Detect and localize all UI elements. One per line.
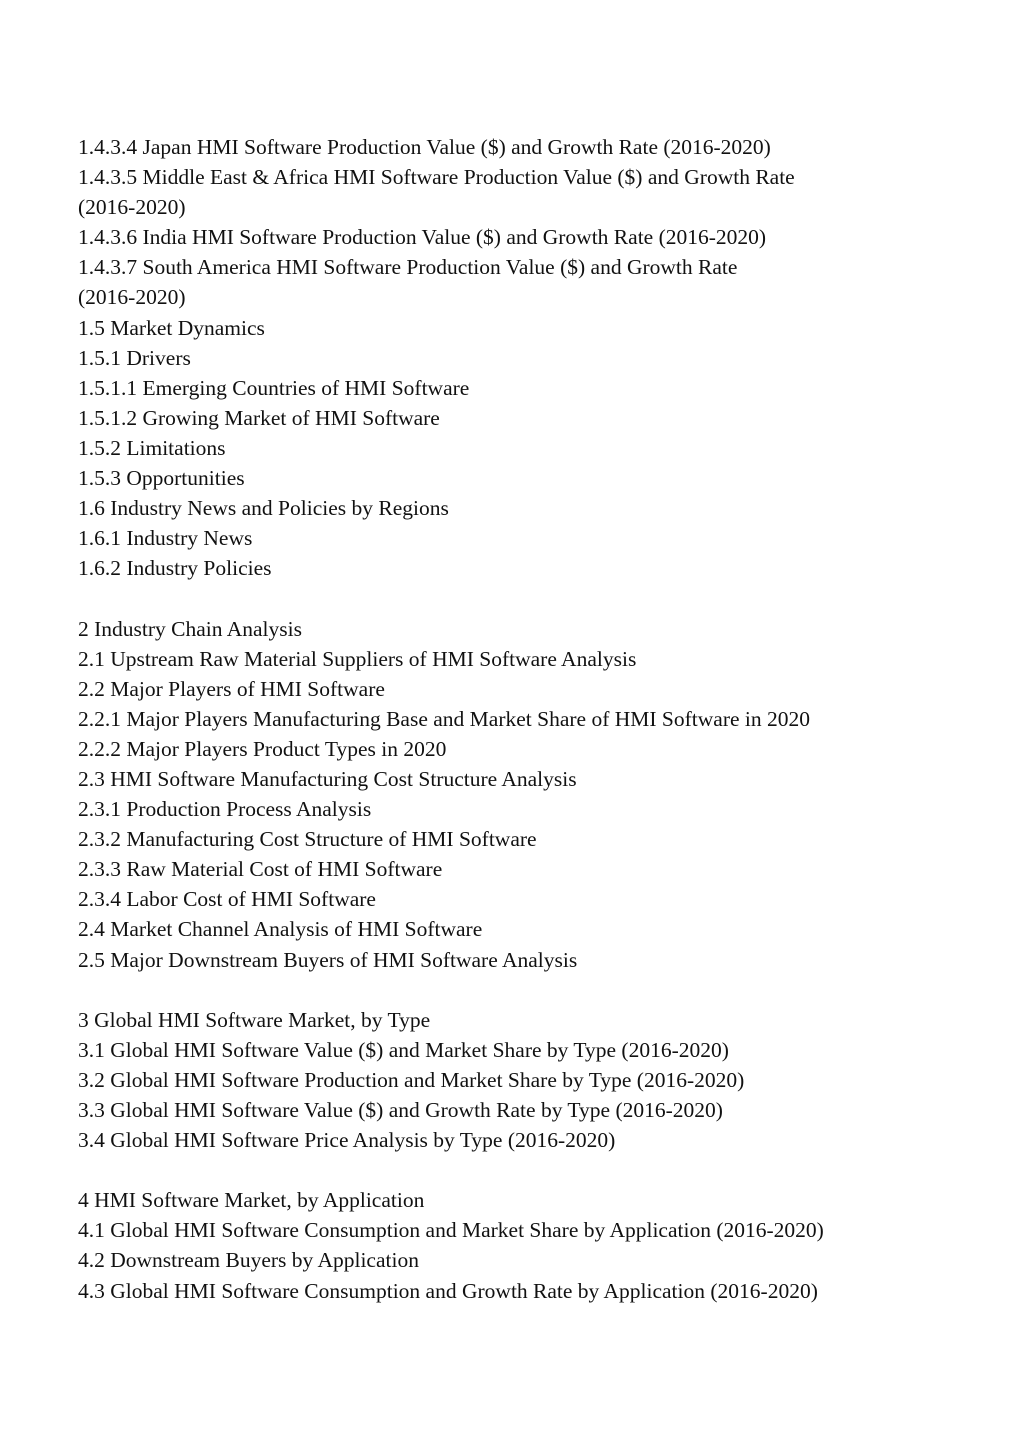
section-spacer xyxy=(78,583,938,613)
toc-section-3 xyxy=(78,1005,938,1155)
toc-line: 3.2 Global HMI Software Production and Market Share by Type (2016-2020) xyxy=(78,1067,745,1092)
toc-line: 3.3 Global HMI Software Value ($) and Growth Rate by Type (2016-2020) xyxy=(78,1098,723,1122)
toc-section-4 xyxy=(78,1185,938,1305)
toc-line: 1.5.1 Drivers xyxy=(78,345,191,370)
toc-line: 1.4.3.6 India HMI Software Production Value ($) and Growth Rate (2016-2020) xyxy=(78,225,767,250)
toc-line: 1.6.1 Industry News xyxy=(78,526,253,551)
toc-line: 2.3.2 Manufacturing Cost Structure of HMI Software xyxy=(78,827,537,852)
toc-line: 3.1 Global HMI Software Value ($) and Market Share by Type (2016-2020) xyxy=(78,1037,729,1062)
toc-line: 1.4.3.4 Japan HMI Software Production Value ($) and Growth Rate (2016-2020) xyxy=(78,135,771,159)
toc-line: 1.5.2 Limitations xyxy=(78,435,226,460)
toc-line: 4.2 Downstream Buyers by Application xyxy=(78,1248,419,1273)
toc-line: 1.4.3.7 South America HMI Software Production Value ($) and Growth Rate xyxy=(78,255,738,280)
toc-line: 1.5.3 Opportunities xyxy=(78,466,245,491)
toc-line: 1.5.1.1 Emerging Countries of HMI Software xyxy=(78,375,470,400)
toc-line: 2.2.1 Major Players Manufacturing Base and Market Share of HMI Software in 2020 xyxy=(78,706,811,731)
toc-line: 2.3 HMI Software Manufacturing Cost Structure Analysis xyxy=(78,766,577,791)
toc-line: 1.4.3.5 Middle East & Africa HMI Software Production Value ($) and Growth Rate xyxy=(78,165,795,190)
toc-line: 1.6.2 Industry Policies xyxy=(78,556,272,581)
toc-line: 2.1 Upstream Raw Material Suppliers of HMI Software Analysis xyxy=(78,646,637,671)
toc-line: 2.3.3 Raw Material Cost of HMI Software xyxy=(78,857,443,882)
toc-line: 2.5 Major Downstream Buyers of HMI Software Analysis xyxy=(78,947,578,972)
toc-line: 2.4 Market Channel Analysis of HMI Software xyxy=(78,917,483,942)
toc-heading: 2 Industry Chain Analysis xyxy=(78,616,302,641)
toc-line: 2.3.1 Production Process Analysis xyxy=(78,797,372,822)
toc-line: (2016-2020) xyxy=(78,195,186,220)
toc-line: 1.6 Industry News and Policies by Regions xyxy=(78,496,449,521)
toc-heading: 4 HMI Software Market, by Application xyxy=(78,1188,425,1213)
section-spacer xyxy=(78,1155,938,1185)
toc-line: 2.2 Major Players of HMI Software xyxy=(78,676,385,701)
toc-section-2 xyxy=(78,614,938,975)
document-page xyxy=(78,132,938,1306)
toc-line: (2016-2020) xyxy=(78,285,186,310)
toc-line: 2.2.2 Major Players Product Types in 2020 xyxy=(78,736,447,761)
toc-section-1-continued xyxy=(78,132,938,583)
toc-line: 4.3 Global HMI Software Consumption and Growth Rate by Application (2016-2020) xyxy=(78,1278,818,1303)
toc-heading: 3 Global HMI Software Market, by Type xyxy=(78,1007,431,1032)
section-spacer xyxy=(78,975,938,1005)
toc-line: 1.5 Market Dynamics xyxy=(78,315,265,340)
toc-line: 2.3.4 Labor Cost of HMI Software xyxy=(78,887,376,912)
toc-line: 3.4 Global HMI Software Price Analysis by Type (2016-2020) xyxy=(78,1128,616,1153)
toc-line: 1.5.1.2 Growing Market of HMI Software xyxy=(78,405,440,430)
toc-line: 4.1 Global HMI Software Consumption and Market Share by Application (2016-2020) xyxy=(78,1218,824,1243)
